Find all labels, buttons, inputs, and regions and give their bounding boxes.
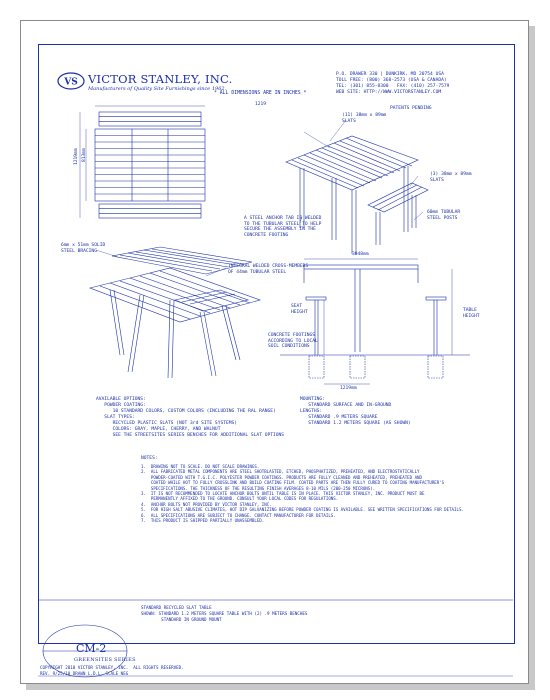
- options-line: 10 STANDARD COLORS, CUSTOM COLORS (INCLUDING THE RAL RANGE): [96, 409, 276, 414]
- label-anchor-tab: A STEEL ANCHOR TAB IS WELDED TO THE TUBULAR STEEL TO HELP SECURE THE ASSEMBLY IN THE CONCRETE FOOTING: [244, 216, 322, 238]
- label-tubular-posts: 60mm TUBULAR STEEL POSTS: [427, 210, 461, 221]
- options-line: POWDER COATING:: [96, 403, 146, 408]
- label-seat-height: SEAT HEIGHT: [291, 304, 308, 315]
- company-tagline: Manufacturers of Quality Site Furnishings since 1962.: [88, 86, 227, 92]
- series-name: GREENSITES SERIES: [74, 657, 136, 663]
- notes-title: NOTES:: [141, 456, 158, 461]
- note-item: SPECIFICATIONS. THE THICKNESS OF THE RESULTING FINISH AVERAGES 8-10 MILS (200-250 MICRONS).: [141, 485, 376, 491]
- note-item: 5. FOR HIGH SALT ABUSIVE CLIMATES, HOT DIP GALVANIZING BEFORE POWDER COATING IS AVAILABLE. SEE WRITTEN SPECIFICATIONS FOR DETAILS.: [141, 507, 464, 513]
- mounting-line: STANDARD 1.2 METERS SQUARE (AS SHOWN): [300, 421, 411, 426]
- label-bench-slats: (3) 38mm x 89mm SLATS: [430, 172, 472, 183]
- note-item: POWDER-COATED WITH T.G.I.C. POLYESTER POWDER COATINGS. PRODUCTS ARE FULLY CLEANED AND PREHEATED, PREHEATED AND: [141, 474, 422, 480]
- mounting-title: MOUNTING:: [300, 397, 325, 402]
- note-item: 3. IT IS NOT RECOMMENDED TO LOCATE ANCHOR BOLTS UNTIL TABLE IS IN PLACE. THIS VICTOR STANLEY, INC. PRODUCT MUST BE: [141, 491, 425, 497]
- mounting-line: STANDARD .9 METERS SQUARE: [300, 415, 378, 420]
- label-patents-pending: PATENTS PENDING: [390, 106, 432, 111]
- options-line: RECYCLED PLASTIC SLATS (NOT 3rd SITE SYSTEMS): [96, 421, 238, 426]
- plan-view-table: [95, 129, 205, 201]
- address-line: WEB SITE: HTTP://WWW.VICTORSTANLEY.COM: [336, 90, 442, 95]
- options-line: SEE THE STREETSITES SERIES BENCHES FOR ADDITIONAL SLAT OPTIONS: [96, 433, 285, 438]
- product-description: STANDARD RECYCLED SLAT TABLE: [141, 605, 212, 610]
- svg-text:VS: VS: [64, 77, 78, 88]
- product-description: STANDARD IN GROUND MOUNT: [141, 617, 222, 622]
- label-steel-bracing: 6mm x 51mm SOLID STEEL BRACING: [61, 243, 106, 254]
- options-title: AVAILABLE OPTIONS:: [96, 397, 146, 402]
- dim-plan-width: 1219: [255, 102, 267, 107]
- dim-elevation-length: 3048mm: [352, 252, 369, 257]
- note-item: COATED WHILE HOT TO FULLY CROSSLINK AND BUILD COATING FILM. COATED PARTS ARE THEN FULLY CURED TO COATING MANUFACTURER'S: [141, 480, 445, 486]
- note-item: 2. ALL FABRICATED METAL COMPONENTS ARE STEEL SHOTBLASTED, ETCHED, PHOSPHATIZED, PREHEATED, AND ELECTROSTATICALLY: [141, 469, 420, 475]
- note-item: PERMANENTLY AFFIXED TO THE GROUND. CONSULT YOUR LOCAL CODES FOR REGULATIONS.: [141, 496, 339, 502]
- label-cross-members: INTEGRAL WELDED CROSS-MEMBERS OF 44mm TUBULAR STEEL: [228, 264, 309, 275]
- label-concrete-footings: CONCRETE FOOTINGS ACCORDING TO LOCAL SOIL CONDITIONS: [268, 333, 318, 350]
- label-table-slats: (11) 38mm x 89mm SLATS: [342, 113, 387, 124]
- address-line: P.O. DRAWER 330 | DUNKIRK, MD 20754 USA: [336, 72, 444, 77]
- plan-view-benches: [99, 112, 201, 218]
- copyright: COPYRIGHT 2010 VICTOR STANLEY, INC. ALL RIGHTS RESERVED.: [40, 665, 184, 670]
- options-line: COLORS: GRAY, MAPLE, CHERRY, AND WALNUT: [96, 427, 221, 432]
- note-item: 1. DRAWING NOT TO SCALE. DO NOT SCALE DRAWINGS.: [141, 464, 260, 469]
- address-line: TOLL FREE: (800) 368-2573 (USA & CANADA): [336, 78, 447, 83]
- company-name: VICTOR STANLEY, INC.: [88, 72, 233, 86]
- mounting-line: LENGTHS:: [300, 409, 323, 414]
- dimensions-note: * ALL DIMENSIONS ARE IN INCHES *: [214, 91, 307, 96]
- mounting-line: STANDARD SURFACE AND IN-GROUND: [300, 403, 392, 408]
- product-description: SHOWN: STANDARD 1.2 METERS SQUARE TABLE WITH (2) .9 METERS BENCHES: [141, 611, 308, 616]
- model-number: CM-2: [76, 642, 107, 655]
- dim-plan-depth-inner: 813mm: [82, 148, 87, 162]
- elevation-view: [280, 259, 470, 384]
- note-item: 4. ANCHOR BOLTS NOT PROVIDED BY VICTOR STANLEY, INC.: [141, 501, 272, 507]
- options-line: SLAT TYPES:: [96, 415, 135, 420]
- label-table-height: TABLE HEIGHT: [463, 308, 480, 319]
- notes-list: [141, 464, 464, 523]
- dim-elevation-base: 1219mm: [340, 386, 357, 391]
- revision-info: REV. 9/25/10 DRAWN L.D.L. SCALE NEG: [40, 671, 129, 676]
- address-line: TEL: (301) 855-8300 FAX: (410) 257-7579: [336, 84, 450, 89]
- dim-plan-depth-outer: 1219mm: [74, 148, 79, 165]
- note-item: 6. ALL SPECIFICATIONS ARE SUBJECT TO CHANGE. CONTACT MANUFACTURER FOR DETAILS.: [141, 512, 336, 518]
- note-item: 7. THIS PRODUCT IS SHIPPED PARTIALLY UNASSEMBLED.: [141, 518, 265, 524]
